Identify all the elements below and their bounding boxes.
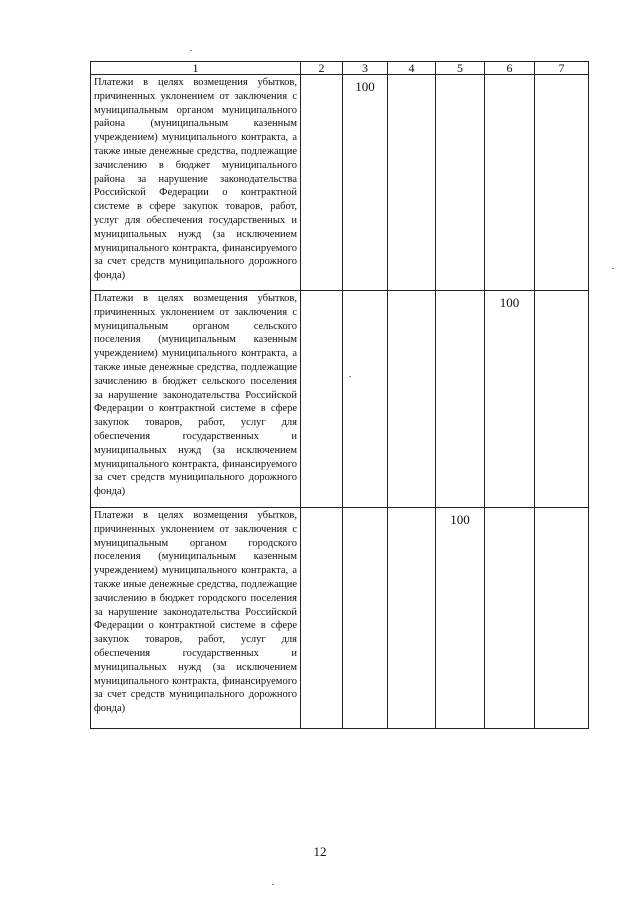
cell-col-5: 100 <box>436 508 485 729</box>
cell-col-3: 100 <box>343 75 388 291</box>
column-header-2: 2 <box>301 62 343 75</box>
column-header-1: 1 <box>91 62 301 75</box>
table-row <box>91 291 589 508</box>
cell-col-4 <box>388 75 436 291</box>
cell-col-6 <box>485 75 535 291</box>
cell-col-7 <box>535 75 589 291</box>
cell-col-6: 100 <box>485 291 535 508</box>
scan-speck <box>190 50 192 51</box>
scan-speck <box>272 884 274 885</box>
column-header-7: 7 <box>535 62 589 75</box>
cell-col-2 <box>301 508 343 729</box>
scan-speck <box>349 376 351 377</box>
column-header-4: 4 <box>388 62 436 75</box>
table-row <box>91 75 589 291</box>
scan-speck <box>612 268 614 269</box>
cell-col-7 <box>535 291 589 508</box>
row-description: Платежи в целях возмещения убытков, причиненных уклонением от заключения с муниципальным органом сельского поселения (муниципальным казенным учреждением) муниципального контракта, а также иные денежные средства, подлежащие зачислению в бюджет сельского поселения за нарушение законодательства Российской Федерации о контрактной системе в сфере закупок товаров, работ, услуг для обеспечения государственных и муниципальных нужд (за исключением муниципального контракта, финансируемого за счет средств муниципального дорожного фонда) <box>91 291 301 508</box>
header-row <box>91 62 589 75</box>
cell-col-2 <box>301 75 343 291</box>
row-description: Платежи в целях возмещения убытков, причиненных уклонением от заключения с муниципальным органом муниципального района (муниципальным казенным учреждением) муниципального контракта, а также иные денежные средства, подлежащие зачислению в бюджет муниципального района за нарушение законодательства Российской Федерации о контрактной системе в сфере закупок товаров, работ, услуг для обеспечения государственных и муниципальных нужд (за исключением муниципального контракта, финансируемого за счет средств муниципального дорожного фонда) <box>91 75 301 291</box>
cell-col-3 <box>343 291 388 508</box>
revenue-distribution-table <box>90 61 589 729</box>
column-header-5: 5 <box>436 62 485 75</box>
column-header-6: 6 <box>485 62 535 75</box>
cell-col-2 <box>301 291 343 508</box>
table-row <box>91 508 589 729</box>
cell-col-4 <box>388 291 436 508</box>
page-number: 12 <box>313 844 327 859</box>
column-header-3: 3 <box>343 62 388 75</box>
cell-col-5 <box>436 75 485 291</box>
cell-col-5 <box>436 291 485 508</box>
cell-col-3 <box>343 508 388 729</box>
cell-col-4 <box>388 508 436 729</box>
row-description: Платежи в целях возмещения убытков, причиненных уклонением от заключения с муниципальным органом городского поселения (муниципальным казенным учреждением) муниципального контракта, а также иные денежные средства, подлежащие зачислению в бюджет городского поселения за нарушение законодательства Российской Федерации о контрактной системе в сфере закупок товаров, работ, услуг для обеспечения государственных и муниципальных нужд (за исключением муниципального контракта, финансируемого за счет средств муниципального дорожного фонда) <box>91 508 301 729</box>
cell-col-7 <box>535 508 589 729</box>
cell-col-6 <box>485 508 535 729</box>
